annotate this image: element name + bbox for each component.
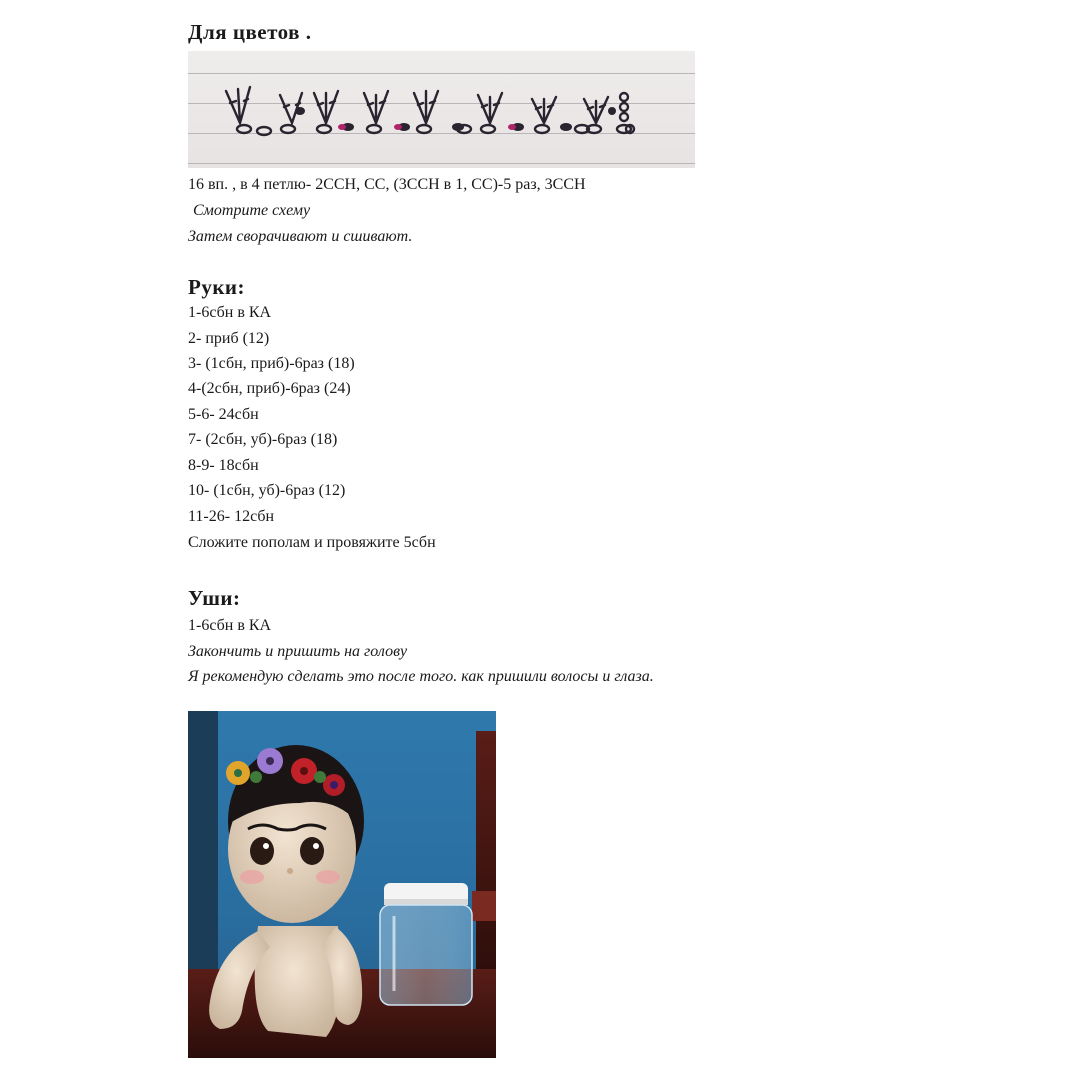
ears-row: 1-6сбн в КА [188,617,272,634]
ears-note-recommend: Я рекомендую сделать это после того. как пришили волосы и глаза. [188,668,654,685]
flowers-heading: Для цветов . [188,20,312,44]
arms-row: 3- (1сбн, приб)-6раз (18) [188,355,355,372]
crochet-chart-photo [188,51,695,168]
flowers-instruction: 16 вп. , в 4 петлю- 2ССН, СС, (3ССН в 1, СС)-5 раз, 3ССН [188,176,586,193]
arms-row: 4-(2сбн, приб)-6раз (24) [188,380,351,397]
arms-row: 7- (2сбн, уб)-6раз (18) [188,431,338,448]
ears-heading: Уши: [188,586,241,610]
doll-photo-illustration [188,711,496,1058]
arms-row: 5-6- 24сбн [188,406,259,423]
arms-row: 8-9- 18сбн [188,457,259,474]
arms-heading: Руки: [188,275,246,299]
arms-row: 2- приб (12) [188,330,270,347]
flowers-note-see-chart: Смотрите схему [193,202,311,219]
arms-row: 1-6сбн в КА [188,304,272,321]
arms-row: 11-26- 12сбн [188,508,275,525]
amigurumi-doll-photo [188,711,496,1058]
ears-note-sew: Закончить и пришить на голову [188,643,408,660]
crochet-chart-diagram [188,51,695,168]
arms-fold-instruction: Сложите пополам и провяжите 5сбн [188,534,436,551]
flowers-note-roll-sew: Затем сворачивают и сшивают. [188,228,413,245]
arms-row: 10- (1сбн, уб)-6раз (12) [188,482,346,499]
